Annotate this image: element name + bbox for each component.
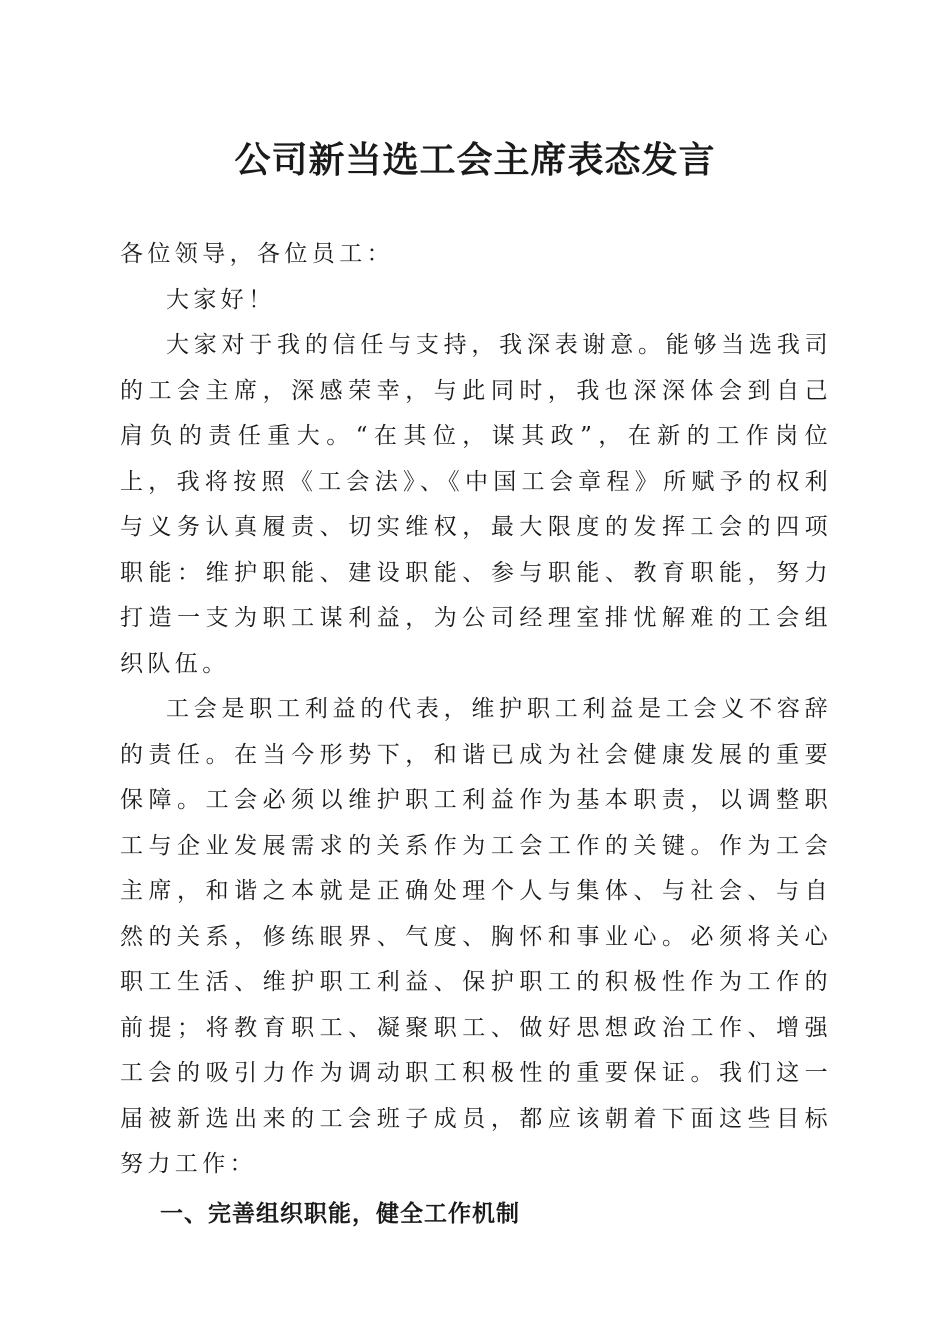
paragraph-2: 工会是职工利益的代表，维护职工利益是工会义不容辞的责任。在当今形势下，和谐已成为社会健康发展的重要保障。工会必须以维护职工利益作为基本职责，以调整职工与企业发展需求的关系作为工会工作的关键。作为工会主席，和谐之本就是正确处理个人与集体、与社会、与自然的关系，修练眼界、气度、胸怀和事业心。必须将关心职工生活、维护职工利益、保护职工的积极性作为工作的前提；将教育职工、凝聚职工、做好思想政治工作、增强工会的吸引力作为调动职工积极性的重要保证。我们这一届被新选出来的工会班子成员，都应该朝着下面这些目标努力工作： xyxy=(120,696,832,1177)
document-title: 公司新当选工会主席表态发言 xyxy=(234,139,716,181)
document-body xyxy=(120,232,832,1237)
section-heading: 一、完善组织职能，健全工作机制 xyxy=(160,1200,520,1227)
greeting: 大家好！ xyxy=(166,286,276,313)
salutation: 各位领导，各位员工： xyxy=(120,241,394,267)
paragraph-1: 大家对于我的信任与支持，我深表谢意。能够当选我司的工会主席，深感荣幸，与此同时，我也深深体会到自己肩负的责任重大。“在其位，谋其政”，在新的工作岗位上，我将按照《工会法》、《中国工会章程》所赋予的权利与义务认真履责、切实维权，最大限度的发挥工会的四项职能：维护职能、建设职能、参与职能、教育职能，努力打造一支为职工谋利益，为公司经理室排忧解难的工会组织队伍。 xyxy=(120,332,832,677)
